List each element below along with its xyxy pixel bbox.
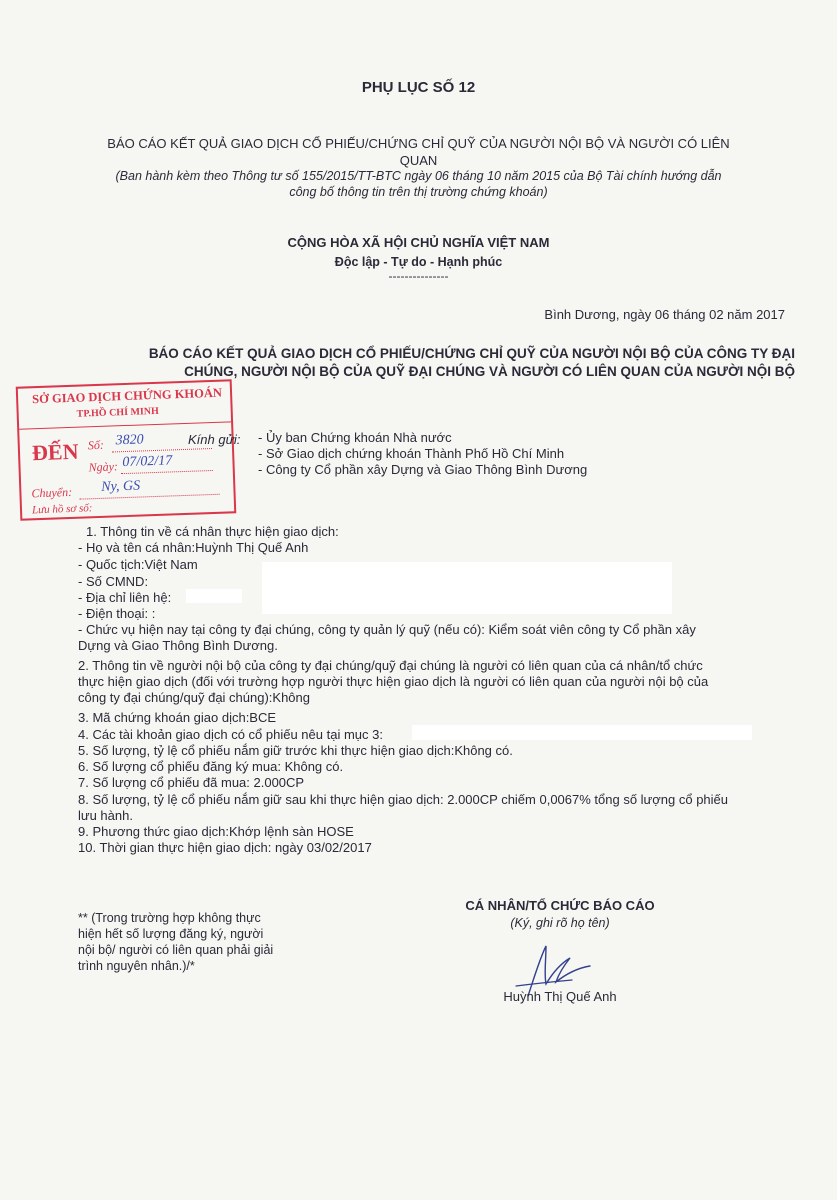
main-title: [90, 345, 795, 381]
issued-note-line-2: công bố thông tin trên thị trường chứng khoán): [289, 185, 548, 199]
body-line: - Địa chỉ liên hệ:: [78, 590, 172, 605]
issued-note-line-1: (Ban hành kèm theo Thông tư số 155/2015/TT-BTC ngày 06 tháng 10 năm 2015 của Bộ Tài chính hướng dẫn: [115, 169, 722, 183]
stamp-so-label: Số:: [87, 437, 105, 453]
stamp-ngay-label: Ngày:: [88, 459, 119, 475]
main-title-line-2: CHÚNG, NGƯỜI NỘI BỘ CỦA QUỸ ĐẠI CHÚNG VÀ NGƯỜI CÓ LIÊN QUAN CỦA NGƯỜI NỘI BỘ: [184, 364, 795, 379]
motto: Độc lập - Tự do - Hạnh phúc: [334, 255, 503, 269]
report-title-line-2: QUAN: [399, 153, 438, 168]
stamp-org: SỞ GIAO DỊCH CHỨNG KHOÁN: [31, 385, 223, 407]
signature-heading: CÁ NHÂN/TỔ CHỨC BÁO CÁO: [465, 898, 655, 913]
recipient-item: - Sở Giao dịch chứng khoán Thành Phố Hồ Chí Minh: [258, 446, 565, 461]
stamp-city: TP.HỒ CHÍ MINH: [76, 405, 160, 420]
main-title-line-1: BÁO CÁO KẾT QUẢ GIAO DỊCH CỔ PHIẾU/CHỨNG CHỈ QUỸ CỦA NGƯỜI NỘI BỘ CỦA CÔNG TY ĐẠI: [148, 346, 795, 361]
body-line: 10. Thời gian thực hiện giao dịch: ngày 03/02/2017: [78, 840, 372, 855]
body-line: 4. Các tài khoản giao dịch có cổ phiếu nêu tại mục 3:: [78, 727, 383, 742]
body-line: 9. Phương thức giao dịch:Khớp lệnh sàn HOSE: [78, 824, 354, 839]
stamp-luu-label: Lưu hồ sơ số:: [31, 502, 93, 517]
stamp-chuyen-label: Chuyển:: [31, 484, 73, 501]
nation-heading: CỘNG HÒA XÃ HỘI CHỦ NGHĨA VIỆT NAM: [287, 235, 550, 250]
body-line: lưu hành.: [78, 808, 133, 823]
divider: ---------------: [388, 269, 449, 283]
body-line: công ty đại chúng/quỹ đại chúng):Không: [78, 690, 311, 705]
report-title-line-1: BÁO CÁO KẾT QUẢ GIAO DỊCH CỔ PHIẾU/CHỨNG CHỈ QUỸ CỦA NGƯỜI NỘI BỘ VÀ NGƯỜI CÓ LIÊN: [107, 136, 730, 151]
stamp-divider: [19, 421, 231, 429]
signer-name: Huỳnh Thị Quế Anh: [503, 989, 617, 1004]
footnote: ** (Trong trường hợp không thực hiện hết số lượng đăng ký, người nội bộ/ người có liên quan phải giải trình nguyên nhân.)/*: [78, 911, 274, 973]
body-line: 6. Số lượng cổ phiếu đăng ký mua: Không có.: [78, 759, 344, 774]
body-line: 8. Số lượng, tỷ lệ cổ phiếu nắm giữ sau khi thực hiện giao dịch: 2.000CP chiếm 0,0067% tổng số lượng cổ phiếu: [78, 792, 729, 807]
body-line: 7. Số lượng cổ phiếu đã mua: 2.000CP: [78, 775, 305, 790]
place-date: Bình Dương, ngày 06 tháng 02 năm 2017: [544, 307, 785, 322]
body-line: - Chức vụ hiện nay tại công ty đại chúng, công ty quản lý quỹ (nếu có): Kiểm soát viên công ty Cổ phần xây: [78, 622, 696, 637]
recipient-item: - Ủy ban Chứng khoán Nhà nước: [258, 430, 452, 445]
redaction-box: [262, 562, 672, 614]
body-line: - Điện thoại: :: [78, 606, 156, 621]
appendix-title: PHỤ LỤC SỐ 12: [361, 79, 476, 96]
body-line: 3. Mã chứng khoán giao dịch:BCE: [78, 710, 277, 725]
body-line: 2. Thông tin về người nội bộ của công ty đại chúng/quỹ đại chúng là người có liên quan của cá nhân/tổ chức: [78, 658, 703, 673]
stamp-ngay-value: 07/02/17: [122, 453, 173, 471]
body-line: Dựng và Giao Thông Bình Dương.: [78, 638, 278, 653]
redaction-box: [412, 725, 752, 740]
recipients-label: Kính gửi:: [188, 432, 241, 447]
stamp-den: ĐẾN: [31, 438, 79, 466]
signature-instruction: (Ký, ghi rõ họ tên): [510, 916, 610, 930]
received-stamp: [16, 379, 237, 520]
body-line: thực hiện giao dịch (đối với trường hợp người thực hiện giao dịch là người có liên quan của người nội bộ của: [78, 674, 709, 689]
body-line: - Số CMND:: [78, 574, 149, 589]
redaction-box: [186, 589, 242, 603]
body-line: - Họ và tên cá nhân:Huỳnh Thị Quế Anh: [78, 540, 309, 555]
body-line: - Quốc tịch:Việt Nam: [78, 557, 198, 572]
stamp-chuyen-value: Ny, GS: [101, 478, 141, 495]
section-1-heading: 1. Thông tin về cá nhân thực hiện giao dịch:: [86, 524, 339, 539]
recipient-item: - Công ty Cổ phần xây Dựng và Giao Thông Bình Dương: [258, 462, 588, 477]
body-line: 5. Số lượng, tỷ lệ cổ phiếu nắm giữ trước khi thực hiện giao dịch:Không có.: [78, 743, 513, 758]
stamp-so-value: 3820: [115, 432, 144, 449]
